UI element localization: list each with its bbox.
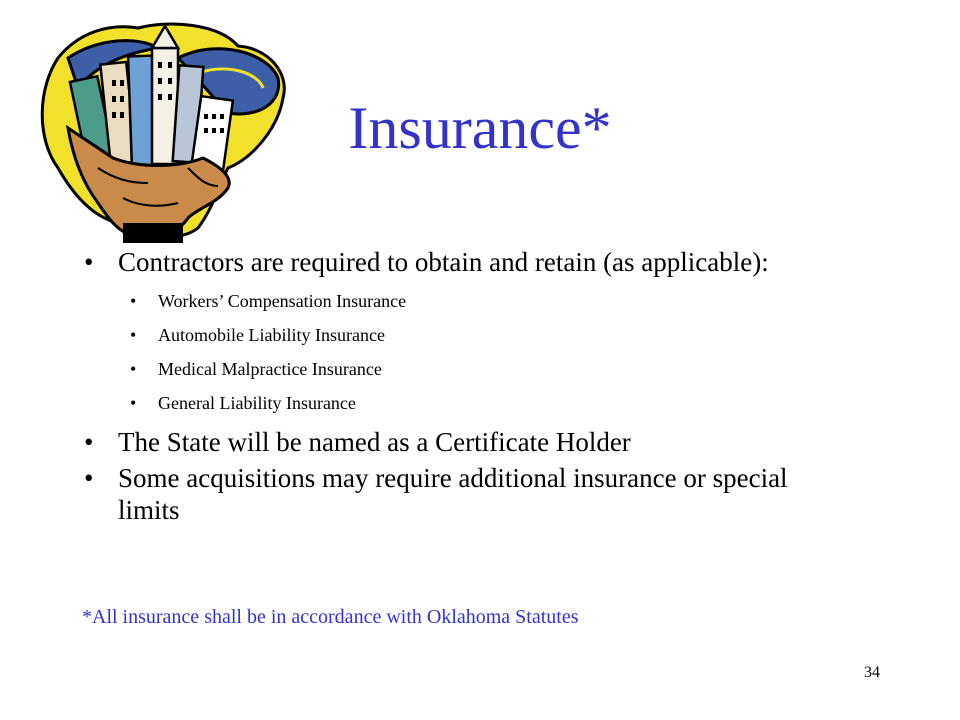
bullet-item-contractors: [82, 246, 842, 420]
bullet-text: Some acquisitions may require additional insurance or special limits: [118, 463, 788, 525]
page-number: 34: [864, 664, 880, 681]
sub-bullet-item: [130, 352, 842, 386]
bullet-icon: •: [84, 463, 94, 493]
bullet-text: Contractors are required to obtain and retain (as applicable):: [118, 247, 769, 277]
bullet-icon: •: [130, 325, 137, 345]
sub-bullet-list: [130, 284, 842, 420]
sub-bullet-text: Workers’ Compensation Insurance: [158, 291, 407, 311]
sub-bullet-text: General Liability Insurance: [158, 393, 356, 413]
bullet-list: [82, 246, 842, 526]
bullet-icon: •: [130, 359, 137, 379]
sub-bullet-item: [130, 284, 842, 318]
bullet-item-additional-insurance: [82, 462, 842, 526]
bullet-text: The State will be named as a Certificate Holder: [118, 427, 631, 457]
sub-bullet-text: Medical Malpractice Insurance: [158, 359, 382, 379]
sub-bullet-text: Automobile Liability Insurance: [158, 325, 385, 345]
bullet-item-certificate-holder: [82, 426, 842, 458]
footnote: *All insurance shall be in accordance with Oklahoma Statutes: [82, 606, 579, 628]
sub-bullet-item: [130, 318, 842, 352]
sub-bullet-item: [130, 386, 842, 420]
slide-title: Insurance*: [348, 95, 612, 161]
bullet-icon: •: [130, 291, 137, 311]
hand-holding-city-icon: [28, 18, 292, 246]
bullet-icon: •: [84, 427, 94, 457]
bullet-icon: •: [84, 247, 94, 277]
bullet-icon: •: [130, 393, 137, 413]
